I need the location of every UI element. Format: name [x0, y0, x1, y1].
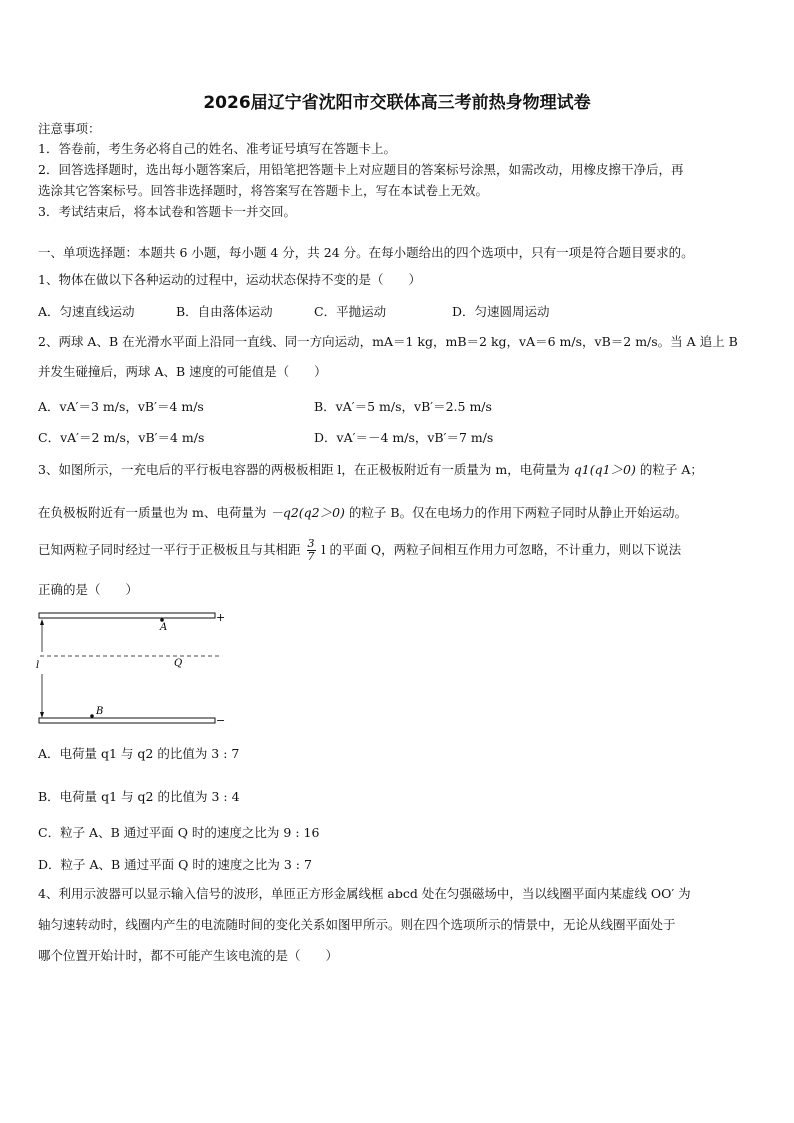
- q3-line2: [38, 505, 687, 521]
- q3-option-a: A．电荷量 q1 与 q2 的比值为 3 : 7: [38, 746, 240, 761]
- q2-stem-line1: 2、两球 A、B 在光滑水平面上沿同一直线、同一方向运动，mA＝1 kg，mB＝2 kg，vA＝6 m/s，vB＝2 m/s。当 A 追上 B: [38, 334, 738, 349]
- q3-line2-text: 在负极板附近有一质量也为 m、电荷量为: [38, 505, 267, 520]
- q3-line3-text: 已知两粒子同时经过一平行于正极板且与其相距: [38, 542, 301, 557]
- q3-fraction-denominator: 7: [307, 550, 315, 563]
- positive-plate: [39, 613, 215, 618]
- q1-stem: 1、物体在做以下各种运动的过程中，运动状态保持不变的是（ ）: [38, 272, 421, 287]
- q3-line2-end: 的粒子 B。仅在电场力的作用下两粒子同时从静止开始运动。: [348, 505, 688, 520]
- q3-line1-end: 的粒子 A；: [639, 462, 703, 477]
- q2-option-b: B．vA′＝5 m/s，vB′＝2.5 m/s: [314, 399, 492, 414]
- q1-option-c: C．平抛运动: [314, 304, 387, 319]
- q3-option-c: C．粒子 A、B 通过平面 Q 时的速度之比为 9 : 16: [38, 825, 320, 840]
- q3-line1-text: 3、如图所示，一充电后的平行板电容器的两极板相距 l，在正极板附近有一质量为 m，电荷量为: [38, 462, 570, 477]
- label-b: B: [96, 706, 104, 717]
- q2-option-c: C．vA′＝2 m/s，vB′＝4 m/s: [38, 430, 205, 445]
- q3-option-d: D．粒子 A、B 通过平面 Q 时的速度之比为 3 : 7: [38, 857, 312, 872]
- section-heading: 一、单项选择题：本题共 6 小题，每小题 4 分，共 24 分。在每小题给出的四个选项中，只有一项是符合题目要求的。: [38, 245, 694, 260]
- notice-item-3: 3．考试结束后，将本试卷和答题卡一并交回。: [38, 204, 296, 219]
- label-a: A: [160, 622, 168, 633]
- q1-option-d: D．匀速圆周运动: [452, 304, 550, 319]
- label-q: Q: [174, 658, 183, 669]
- minus-sign: −: [216, 714, 226, 726]
- q3-line1: [38, 462, 703, 478]
- negative-plate: [39, 718, 215, 723]
- q3-line3-end: l 的平面 Q，两粒子间相互作用力可忽略，不计重力，则以下说法: [321, 542, 682, 557]
- plus-sign: +: [216, 611, 226, 624]
- notice-item-2-cont: 选涂其它答案标号。回答非选择题时，将答案写在答题卡上，写在本试卷上无效。: [38, 183, 489, 198]
- notice-item-1: 1．答卷前，考生务必将自己的姓名、准考证号填写在答题卡上。: [38, 141, 396, 156]
- q3-line4: 正确的是（ ）: [38, 582, 139, 597]
- q1-option-a: A．匀速直线运动: [38, 304, 135, 319]
- q1-option-b: B．自由落体运动: [176, 304, 273, 319]
- q3-option-b: B．电荷量 q1 与 q2 的比值为 3 : 4: [38, 789, 240, 804]
- q3-charge-q2: －q2(q2＞0): [270, 505, 345, 520]
- q3-fraction-numerator: 3: [307, 537, 315, 550]
- particle-b: [90, 714, 94, 718]
- q3-charge-q1: q1(q1＞0): [573, 462, 636, 477]
- label-l: l: [36, 660, 40, 671]
- notice-item-2: 2．回答选择题时，选出每小题答案后，用铅笔把答题卡上对应题目的答案标号涂黑，如需改动，用橡皮擦干净后，再: [38, 162, 684, 177]
- q4-line3: 哪个位置开始计时，都不可能产生该电流的是（ ）: [38, 948, 339, 963]
- q2-stem-line2: 并发生碰撞后，两球 A、B 速度的可能值是（ ）: [38, 364, 327, 379]
- q3-line3: [38, 538, 681, 563]
- exam-title: 2026届辽宁省沈阳市交联体高三考前热身物理试卷: [203, 93, 591, 113]
- capacitor-figure: [34, 608, 234, 726]
- q3-fraction: [307, 538, 316, 563]
- q4-line1: 4、利用示波器可以显示输入信号的波形，单匝正方形金属线框 abcd 处在匀强磁场中，当以线圈平面内某虚线 OO′ 为: [38, 886, 691, 901]
- q2-option-d: D．vA′＝－4 m/s，vB′＝7 m/s: [314, 430, 494, 445]
- q2-option-a: A．vA′＝3 m/s，vB′＝4 m/s: [38, 399, 204, 414]
- arrow-down-icon: [40, 712, 44, 718]
- q4-line2: 轴匀速转动时，线圈内产生的电流随时间的变化关系如图甲所示。则在四个选项所示的情景中，无论从线圈平面处于: [38, 917, 676, 932]
- notice-heading: 注意事项：: [38, 121, 101, 136]
- arrow-up-icon: [40, 619, 44, 625]
